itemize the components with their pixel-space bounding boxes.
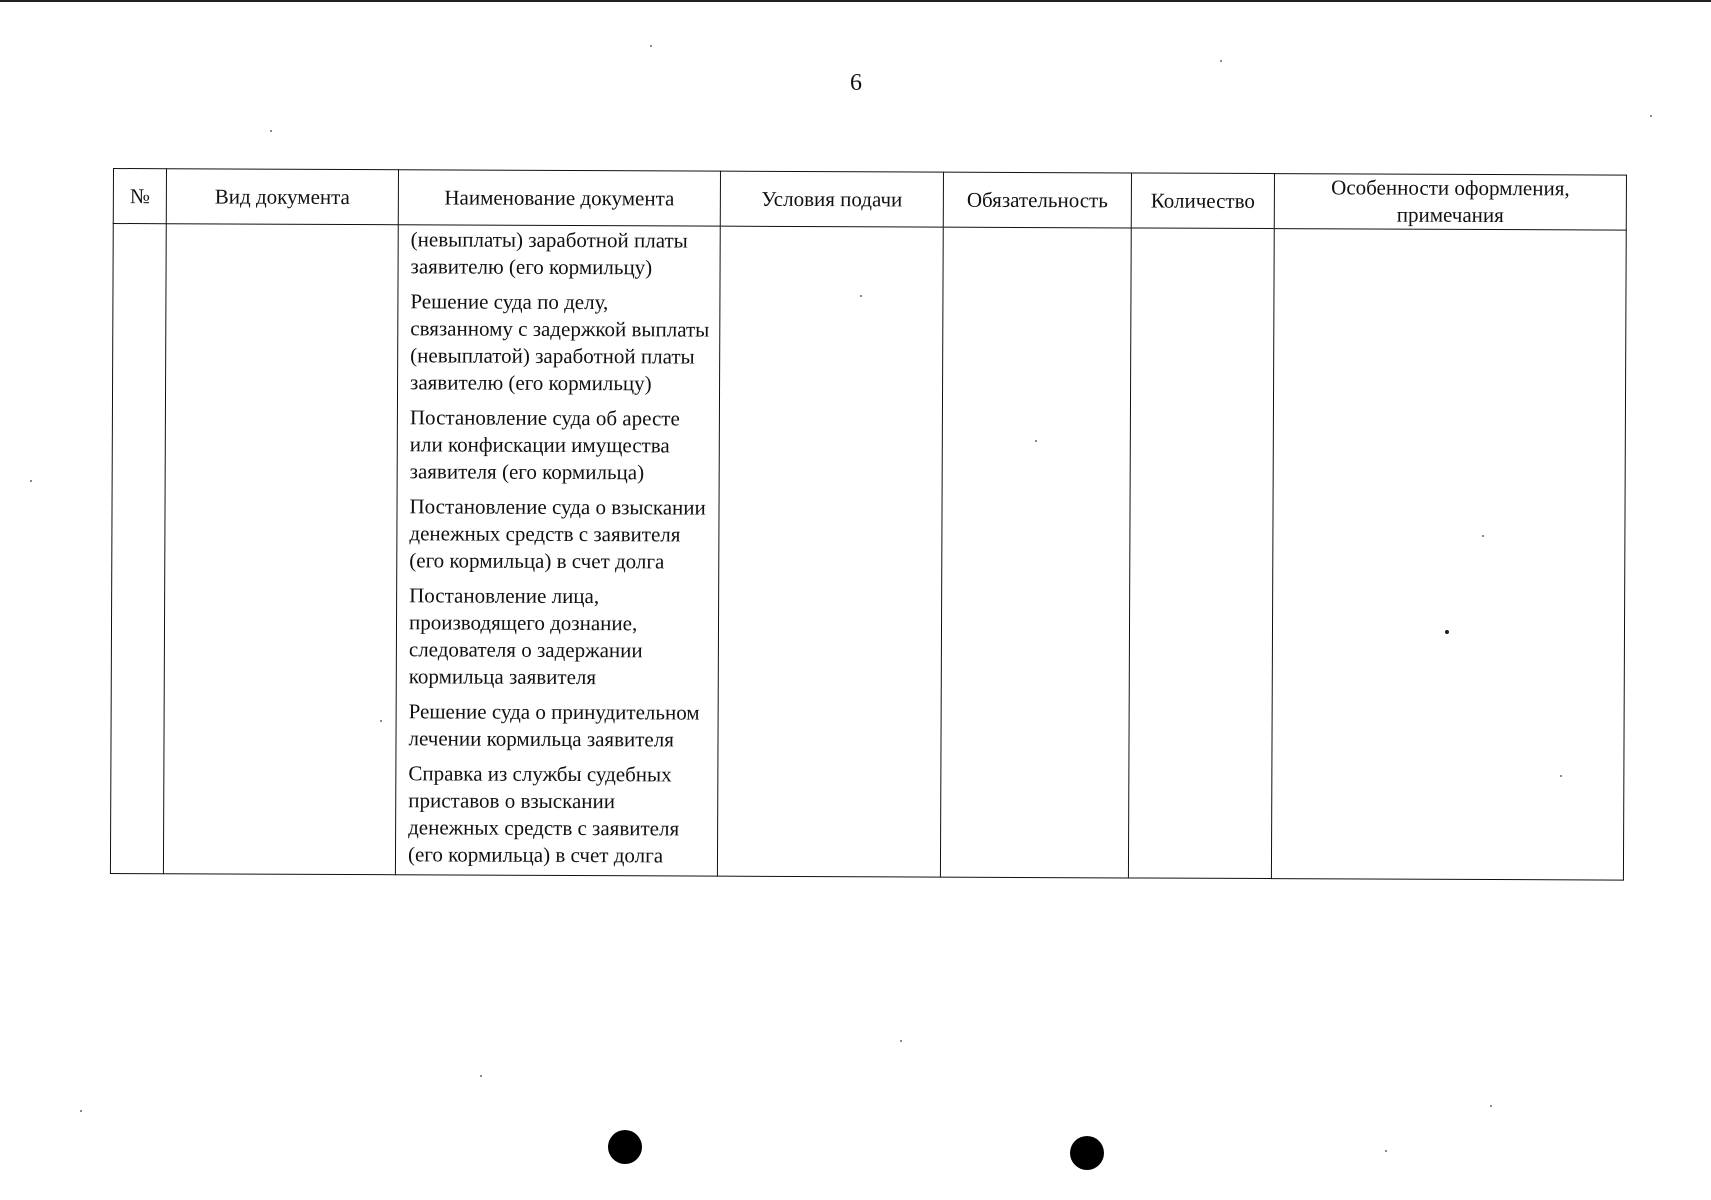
- scan-speck: [1385, 1150, 1387, 1152]
- scan-top-edge: [0, 0, 1711, 2]
- header-obligation: Обязательность: [943, 172, 1131, 228]
- scan-speck: [650, 45, 652, 47]
- list-item: Постановление лица, производящего дознание, следователя о задержании кормильца заявителя: [408, 583, 643, 690]
- cell-number: [110, 224, 166, 874]
- header-quantity: Количество: [1131, 173, 1274, 229]
- scan-speck: [1220, 60, 1222, 62]
- cell-conditions: [717, 226, 943, 877]
- scan-speck: [480, 1075, 482, 1077]
- page-number: 6: [850, 70, 862, 96]
- documents-table: [110, 168, 1627, 881]
- list-item: Справка из службы судебных приставов о взыскании денежных средств с заявителя (его кормильца) в счет долга: [407, 761, 680, 868]
- scan-speck: [1445, 630, 1449, 634]
- binder-hole-left: [608, 1130, 642, 1164]
- list-item: Постановление суда об аресте или конфискации имущества заявителя (его кормильца): [409, 405, 680, 485]
- scan-speck: [1560, 775, 1562, 777]
- table-header-row: [113, 169, 1626, 231]
- list-item: (невыплаты) заработной платы заявителю (его кормильцу): [410, 227, 688, 280]
- header-notes: Особенности оформления, примечания: [1274, 174, 1626, 231]
- cell-doc-names: [395, 225, 720, 876]
- list-item: Решение суда по делу, связанному с задержкой выплаты (невыплатой) заработной платы заявителю (его кормильцу): [410, 289, 710, 396]
- scan-speck: [1490, 1105, 1492, 1107]
- scan-speck: [900, 1040, 902, 1042]
- cell-obligation: [940, 227, 1131, 878]
- header-number: №: [113, 169, 166, 224]
- header-conditions: Условия подачи: [720, 171, 943, 227]
- scan-speck: [30, 480, 32, 482]
- list-item: Постановление суда о взыскании денежных средств с заявителя (его кормильца) в счет долга: [409, 494, 706, 574]
- cell-notes: [1271, 229, 1626, 881]
- scan-speck: [380, 720, 382, 722]
- scan-speck: [1482, 535, 1484, 537]
- doc-name-list: [396, 225, 720, 875]
- table-row: [110, 224, 1626, 881]
- binder-hole-right: [1070, 1136, 1104, 1170]
- scan-speck: [270, 130, 272, 132]
- cell-doc-type: [163, 224, 398, 875]
- header-doc-name: Наименование документа: [398, 170, 720, 226]
- scan-speck: [1035, 440, 1037, 442]
- header-doc-type: Вид документа: [166, 169, 398, 225]
- scan-speck: [1650, 115, 1652, 117]
- list-item: Решение суда о принудительном лечении кормильца заявителя: [408, 699, 700, 752]
- cell-quantity: [1128, 228, 1274, 879]
- scan-speck: [860, 295, 862, 297]
- scan-speck: [80, 1110, 82, 1112]
